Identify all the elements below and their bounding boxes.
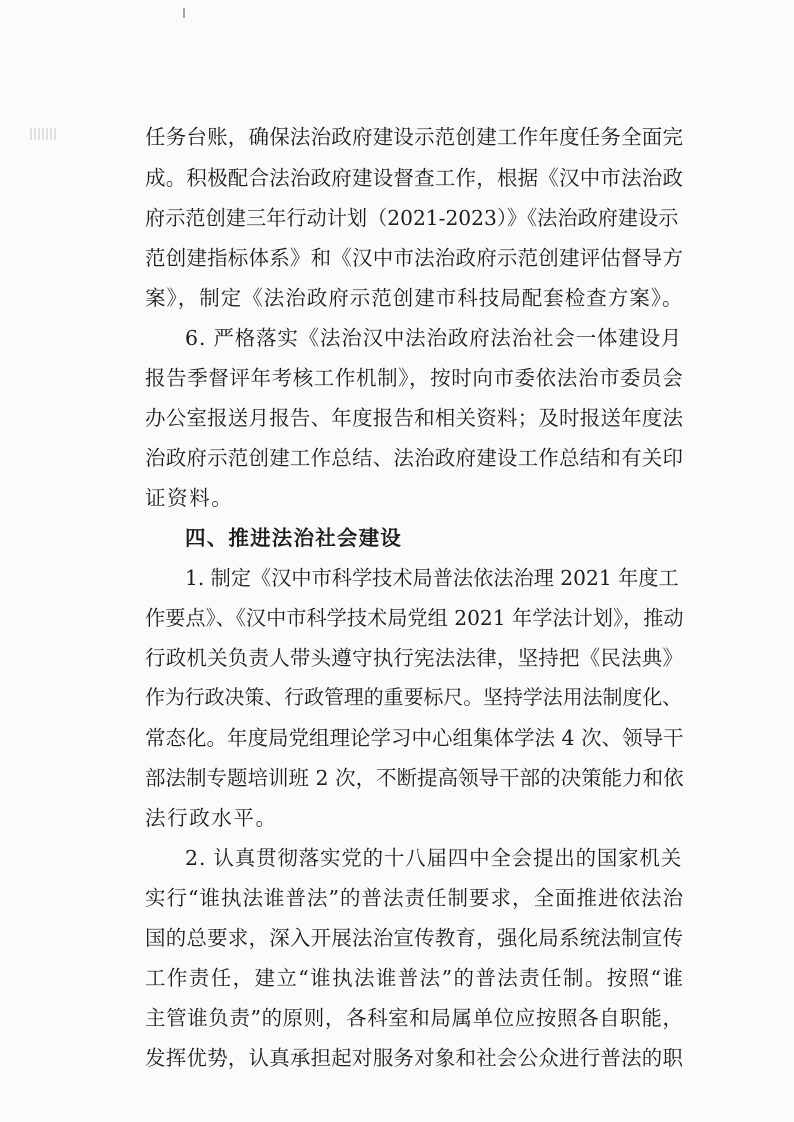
- text-line: 作为行政决策、行政管理的重要标尺。坚持学法用法制度化、: [145, 686, 683, 709]
- text-line: 行政机关负责人带头遵守执行宪法法律，坚持把《民法典》: [145, 646, 684, 670]
- text-line: 成。积极配合法治政府建设督查工作，根据《汉中市法治政: [145, 166, 684, 190]
- text-line: 2. 认真贯彻落实党的十八届四中全会提出的国家机关: [185, 846, 683, 870]
- text-line: 部法制专题培训班 2 次，不断提高领导干部的决策能力和依: [145, 766, 684, 790]
- text-line: 实行“谁执法谁普法”的普法责任制要求，全面推进依法治: [145, 886, 684, 910]
- text-line: 任务台账，确保法治政府建设示范创建工作年度任务全面完: [145, 125, 684, 149]
- section-heading: 四、推进法治社会建设: [185, 526, 402, 550]
- text-line: 国的总要求，深入开展法治宣传教育，强化局系统法制宣传: [145, 926, 684, 950]
- scan-noise-mark: [30, 128, 56, 140]
- text-line: 证资料。: [145, 486, 234, 510]
- text-line: 发挥优势，认真承担起对服务对象和社会公众进行普法的职: [145, 1046, 684, 1070]
- text-line: 主管谁负责”的原则，各科室和局属单位应按照各自职能，: [145, 1006, 684, 1030]
- scan-tick-mark: [183, 8, 185, 18]
- text-line: 办公室报送月报告、年度报告和相关资料；及时报送年度法: [145, 406, 684, 430]
- text-line: 6. 严格落实《法治汉中法治政府法治社会一体建设月: [185, 326, 683, 350]
- text-line: 治政府示范创建工作总结、法治政府建设工作总结和有关印: [145, 446, 684, 470]
- text-line: 范创建指标体系》和《汉中市法治政府示范创建评估督导方: [145, 246, 684, 270]
- text-line: 作要点》、《汉中市科学技术局党组 2021 年学法计划》，推动: [145, 606, 684, 630]
- text-line: 常态化。年度局党组理论学习中心组集体学法 4 次、领导干: [145, 726, 684, 750]
- text-line: 法行政水平。: [145, 806, 278, 830]
- text-line: 工作责任，建立“谁执法谁普法”的普法责任制。按照“谁: [145, 966, 685, 990]
- text-line: 府示范创建三年行动计划（2021-2023）》《法治政府建设示: [145, 206, 679, 230]
- text-line: 报告季督评年考核工作机制》，按时向市委依法治市委员会: [145, 366, 684, 390]
- text-line: 1. 制定《汉中市科学技术局普法依法治理 2021 年度工: [185, 566, 679, 590]
- text-line: 案》，制定《法治政府示范创建市科技局配套检查方案》。: [145, 286, 684, 310]
